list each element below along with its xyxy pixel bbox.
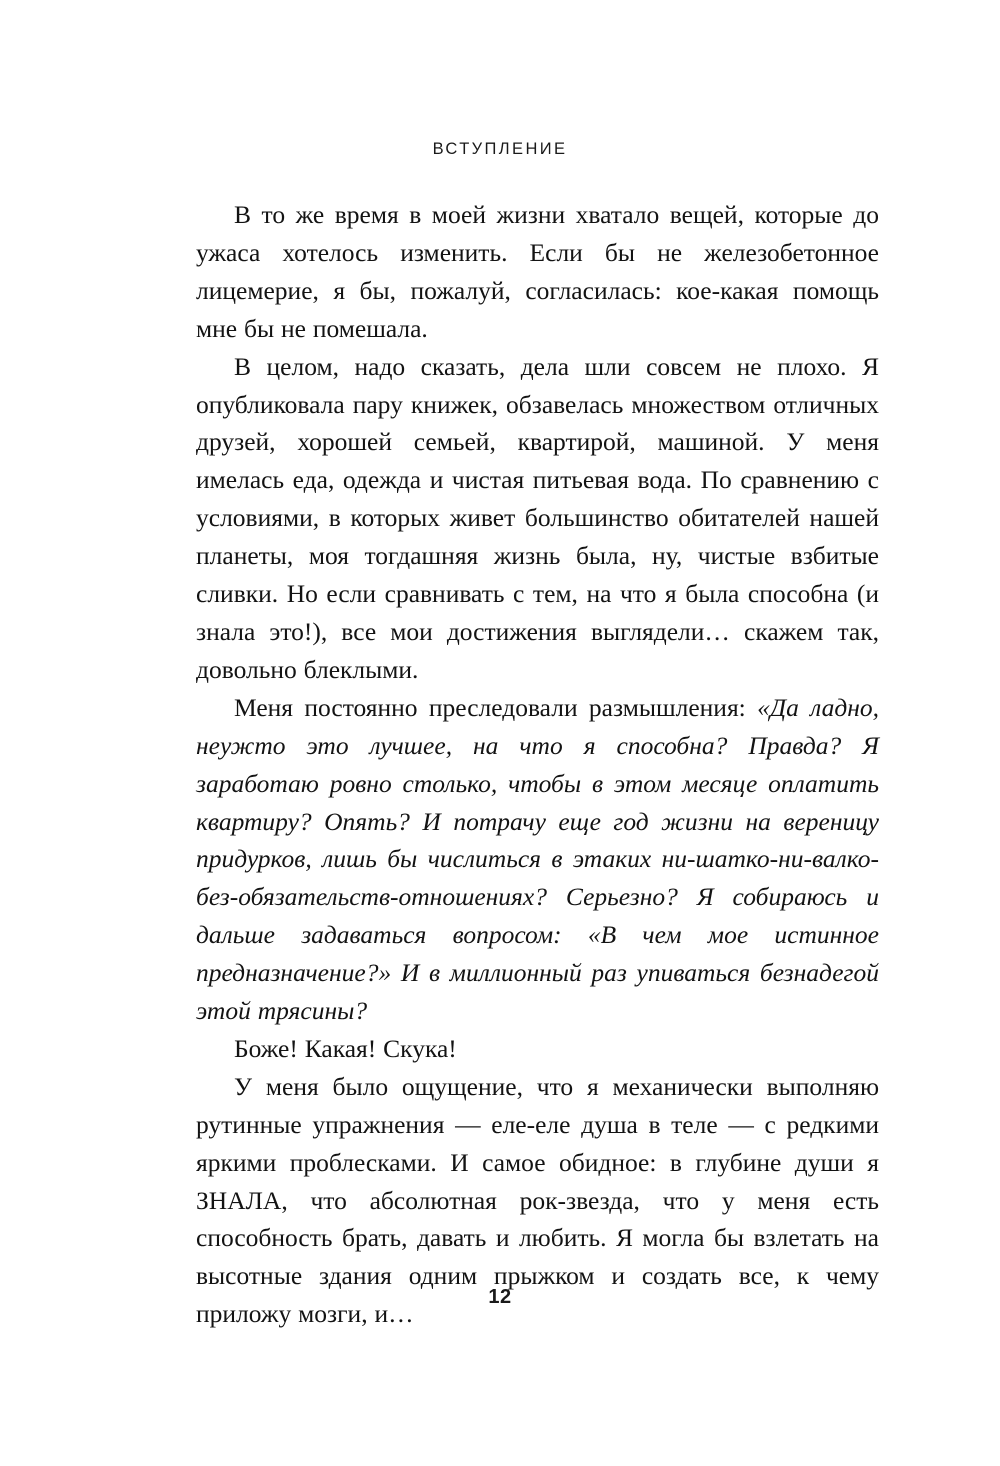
page-number: 12 — [488, 1286, 512, 1308]
paragraph-2: В целом, надо сказать, дела шли совсем не плохо. Я опубликовала пару книжек, обзавелась множеством отличных друзей, хорошей семьей, квартирой, машиной. У меня имелась еда, одежда и чистая питьевая вода. По сравнению с условиями, в которых живет большинство обитателей нашей планеты, моя тогдашняя жизнь была, ну, чистые взбитые сливки. Но если сравнивать с тем, на что я была способна (и знала это!), все мои достижения выглядели… скажем так, довольно блеклыми. — [196, 351, 879, 684]
paragraph-1: В то же время в моей жизни хватало вещей, которые до ужаса хотелось изменить. Если бы не железобетонное лицемерие, я бы, пожалуй, согласилась: кое-какая помощь мне бы не помешала. — [196, 200, 879, 343]
paragraph-3-lead: Меня постоянно преследовали размышления: — [234, 692, 758, 722]
paragraph-3 — [196, 689, 879, 1030]
paragraph-4: Боже! Какая! Скука! — [234, 1033, 457, 1063]
paragraph-5: У меня было ощущение, что я механически выполняю рутинные упражнения — еле-еле душа в теле — с редкими яркими проблесками. И самое обидное: в глубине души я ЗНАЛА, что абсолютная рок-звезда, что у меня есть способность брать, давать и любить. Я могла бы взлетать на высотные здания одним прыжком и создать все, к чему приложу мозги, и… — [196, 1071, 879, 1329]
paragraph-3-quote: «Да ладно, неужто это лучшее, на что я способна? Правда? Я заработаю ровно столько, чтобы в этом месяце оплатить квартиру? Опять? И потрачу еще год жизни на вереницу придурков, лишь бы числиться в этаких ни-шатко-ни-валко-без-обязательств-отношениях? Серьезно? Я собираюсь и дальше задаваться вопросом: «В чем мое истинное предназначение?» И в миллионный раз упиваться безнадегой этой трясины? — [196, 692, 879, 1026]
body-text-block — [196, 196, 879, 1333]
running-head: ВСТУПЛЕНИЕ — [432, 140, 568, 158]
